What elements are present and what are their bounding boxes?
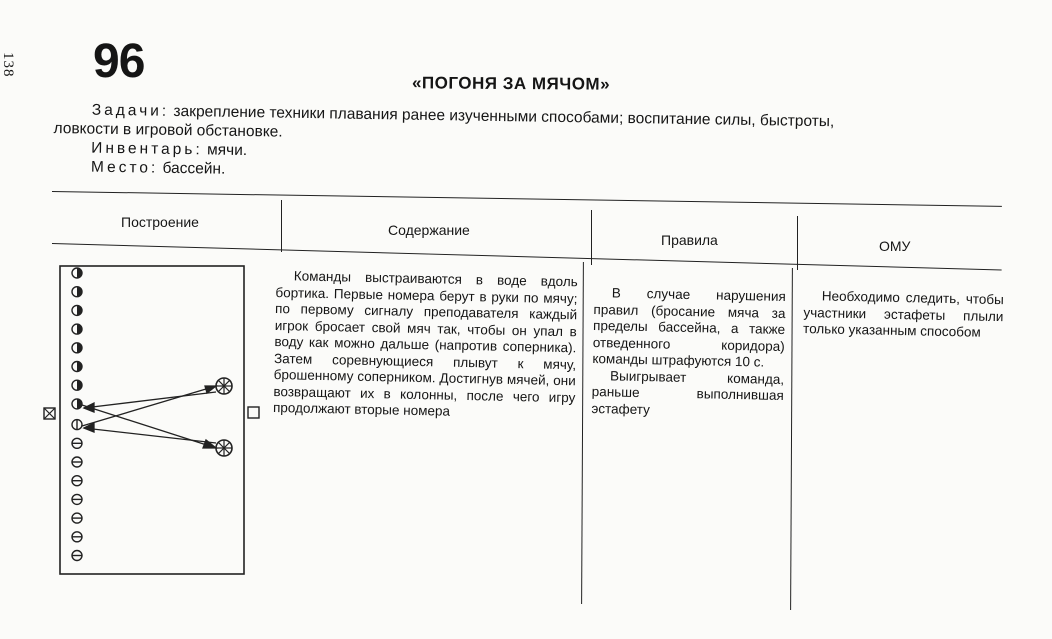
team-a-player-icon (72, 362, 82, 372)
tasks-label: Задачи: (91, 101, 170, 120)
team-b-player-icon (72, 551, 82, 561)
omu-cell (803, 288, 1004, 342)
team-a-player-icon (72, 343, 82, 353)
team-b-player-icon (72, 476, 82, 486)
place-label: Место: (90, 158, 159, 177)
team-b-player-icon (72, 420, 82, 430)
finish-mark-icon (248, 407, 259, 418)
place-text: бассейн. (162, 159, 226, 178)
column-divider-3 (790, 268, 793, 610)
team-b-player-icon (72, 438, 82, 448)
team-b-player-icon (72, 532, 82, 542)
team-a-player-icon (72, 324, 82, 334)
rules-paragraph-2: Выигрывает команда, раньше выполнившая эстафету (591, 367, 785, 417)
rules-paragraph-1: В случае нарушения правил (бросание мяча за пределы бассейна, а также отведенного коридора) команды штрафуются 10 с. (592, 285, 786, 370)
content-cell (273, 268, 578, 423)
team-b-player-icon (72, 457, 82, 467)
column-divider-2 (581, 262, 584, 604)
table-top-rule (52, 191, 1002, 207)
throw-arrows (82, 386, 216, 448)
column-divider-2-header (591, 210, 592, 265)
ball-icon (216, 440, 232, 456)
pool-outline (60, 266, 244, 574)
team-b-player-icon (72, 513, 82, 523)
header-rules: Правила (661, 232, 718, 248)
content-text: Команды выстраиваются в воде вдоль бортика. Первые номера берут в руки по мячу; по первому сигналу преподавателя каждый игрок бросает свой мяч так, чтобы он упал в воду как можно дальше (напротив соперника). Затем соревнующиеся плывут к мячу, брошенному соперником. Достигнув мячей, они возвращают их в колонны, после чего игру продолжают вторые номера (272, 268, 578, 419)
start-mark-icon (44, 408, 55, 419)
omu-text: Необходимо следить, чтобы участники эстафеты плыли только указанным способом (802, 288, 1004, 340)
exercise-title: «ПОГОНЯ ЗА МЯЧОМ» (411, 73, 611, 94)
team-a-player-icon (72, 380, 82, 390)
rules-cell (591, 285, 786, 421)
equipment-label: Инвентарь: (91, 139, 203, 159)
team-b-player-icon (72, 494, 82, 504)
team-a-player-icon (72, 287, 82, 297)
tasks-text-continued: ловкости в игровой обстановке. (53, 119, 283, 141)
page-number: 138 (0, 52, 16, 78)
column-divider-3-header (797, 216, 798, 270)
formation-diagram (40, 262, 270, 582)
equipment-text: мячи. (206, 141, 248, 160)
ball-icon (216, 378, 232, 394)
header-omu: ОМУ (879, 238, 911, 254)
tasks-text: закрепление техники плавания ранее изученными способами; воспитание силы, быстроты, (173, 102, 835, 131)
intro-block (53, 100, 1014, 191)
team-a-player-icon (72, 305, 82, 315)
team-a-column (72, 268, 82, 409)
header-formation: Построение (121, 214, 199, 230)
team-a-player-icon (72, 399, 82, 409)
exercise-number: 96 (93, 35, 145, 88)
team-b-column (72, 420, 82, 561)
header-content: Содержание (388, 222, 470, 238)
column-divider-1-header (281, 200, 282, 252)
team-a-player-icon (72, 268, 82, 278)
